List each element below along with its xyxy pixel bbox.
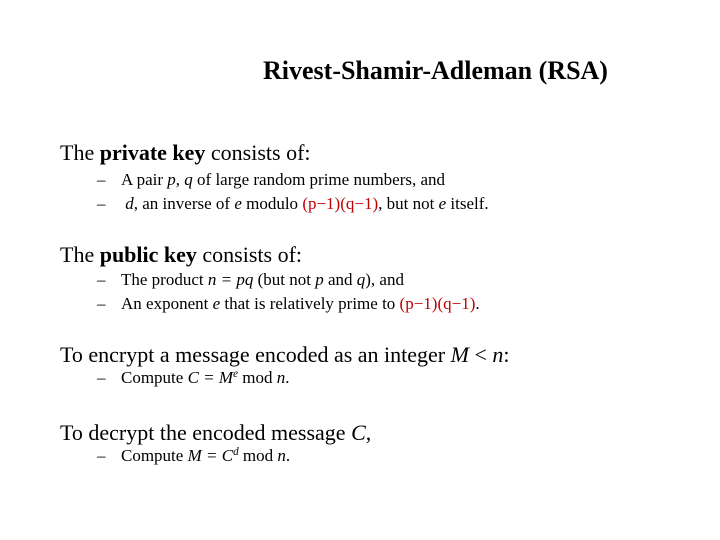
public-key-heading: The public key consists of: (60, 242, 303, 267)
bullet-dash: – (97, 446, 106, 465)
bullet-dash: – (97, 170, 106, 189)
encrypt-item: – Compute $C = M^e$ mod n. (97, 367, 290, 387)
slide-title: Rivest-Shamir-Adleman (RSA) (263, 56, 608, 85)
decrypt-formula: M = C (187, 446, 234, 465)
bullet-dash: – (97, 270, 106, 289)
bullet-dash: – (97, 294, 106, 313)
decrypt-exponent: d (233, 445, 239, 458)
product-expression: n = pq (207, 270, 254, 289)
encrypt-heading: To encrypt a message encoded as an integer M < n: (60, 342, 510, 367)
private-key-term: private key (99, 140, 206, 165)
private-key-heading: The private key consists of: (60, 140, 311, 165)
phi-expression: (p−1)(q−1) (302, 194, 379, 213)
private-key-item-primes: – A pair p, q of large random prime numbers, and (97, 170, 446, 189)
public-key-term: public key (99, 242, 197, 267)
phi-expression: (p−1)(q−1) (399, 294, 476, 313)
public-key-item-exponent: – An exponent e that is relatively prime to (p−1)(q−1). (97, 294, 480, 313)
public-key-item-product: – The product n = pq (but not p and q), and (97, 270, 404, 289)
private-key-item-inverse: – d, an inverse of e modulo (p−1)(q−1), but not e itself. (97, 194, 489, 213)
bullet-dash: – (97, 368, 106, 387)
decrypt-heading: To decrypt the encoded message C, (60, 420, 372, 445)
encrypt-formula: C = M (187, 368, 234, 387)
decrypt-item: – Compute $M = C^d$ mod n. (97, 445, 291, 465)
encrypt-exponent: e (233, 367, 238, 380)
bullet-dash: – (97, 194, 106, 213)
